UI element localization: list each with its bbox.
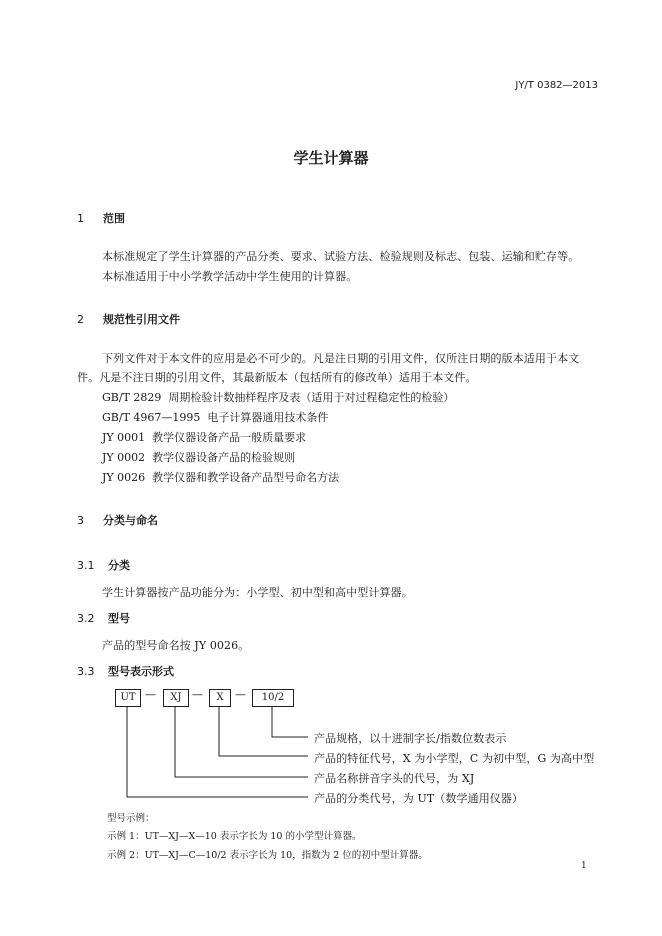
dash-separator: — xyxy=(235,688,246,701)
connector-feature xyxy=(219,707,308,756)
label-feature: 产品的特征代号，X 为小学型，C 为初中型，G 为高中型 xyxy=(314,752,595,765)
section-title: 分类 xyxy=(108,559,130,572)
connector-class xyxy=(127,707,308,797)
reference-code: JY 0026 xyxy=(102,471,146,484)
section-number: 3 xyxy=(77,514,84,527)
example-2: 示例 2：UT—XJ—C—10/2 表示字长为 10，指数为 2 位的初中型计算器。 xyxy=(107,850,428,861)
reference-code: JY 0002 xyxy=(102,451,146,464)
section-title: 型号 xyxy=(108,612,130,625)
model-box-xj: XJ xyxy=(163,689,189,707)
connector-spec xyxy=(272,707,308,737)
reference-title: 教学仪器设备产品的检验规则 xyxy=(152,451,296,464)
section-number: 3.1 xyxy=(77,559,95,572)
reference-title: 电子计算器通用技术条件 xyxy=(207,411,329,424)
label-name: 产品名称拼音字头的代号，为 XJ xyxy=(314,772,475,785)
reference-title: 周期检验计数抽样程序及表（适用于对过程稳定性的检验） xyxy=(168,391,455,404)
label-class: 产品的分类代号，为 UT（数学通用仪器） xyxy=(314,792,524,805)
reference-code: GB/T 4967—1995 xyxy=(102,411,201,424)
section-number: 1 xyxy=(77,212,84,225)
section-title: 型号表示形式 xyxy=(108,665,174,678)
section-1-paragraph-1: 本标准规定了学生计算器的产品分类、要求、试验方法、检验规则及标志、包装、运输和贮存等。 xyxy=(102,250,580,263)
standard-code: JY/T 0382—2013 xyxy=(515,80,598,91)
reference-title: 教学仪器和教学设备产品型号命名方法 xyxy=(152,471,340,484)
section-title: 范围 xyxy=(103,212,125,225)
section-number: 2 xyxy=(77,313,84,326)
reference-title: 教学仪器设备产品一般质量要求 xyxy=(152,431,307,444)
section-3-1-text: 学生计算器按产品功能分为：小学型、初中型和高中型计算器。 xyxy=(102,586,413,599)
dash-separator: — xyxy=(145,688,156,701)
model-box-spec: 10/2 xyxy=(252,689,294,707)
section-title: 规范性引用文件 xyxy=(103,313,180,326)
page-number: 1 xyxy=(581,861,587,871)
reference-code: JY 0001 xyxy=(102,431,146,444)
section-title: 分类与命名 xyxy=(103,514,158,527)
reference-code: GB/T 2829 xyxy=(102,391,162,404)
example-1: 示例 1：UT—XJ—X—10 表示字长为 10 的小学型计算器。 xyxy=(107,831,362,842)
section-2-paragraph-line-1: 下列文件对于本文件的应用是必不可少的。凡是注日期的引用文件，仅所注日期的版本适用于本文 xyxy=(102,352,580,365)
section-number: 3.2 xyxy=(77,612,95,625)
label-spec: 产品规格，以十进制字长/指数位数表示 xyxy=(314,732,507,745)
examples-heading: 型号示例： xyxy=(107,813,155,824)
section-number: 3.3 xyxy=(77,665,95,678)
connector-name xyxy=(175,707,308,777)
section-1-paragraph-2: 本标准适用于中小学教学活动中学生使用的计算器。 xyxy=(102,270,358,283)
model-box-x: X xyxy=(209,689,231,707)
section-2-paragraph-line-2: 件。凡是不注日期的引用文件，其最新版本（包括所有的修改单）适用于本文件。 xyxy=(77,371,477,384)
document-title: 学生计算器 xyxy=(293,149,369,167)
section-3-2-text: 产品的型号命名按 JY 0026。 xyxy=(102,639,250,652)
model-box-ut: UT xyxy=(115,689,141,707)
dash-separator: — xyxy=(192,688,203,701)
